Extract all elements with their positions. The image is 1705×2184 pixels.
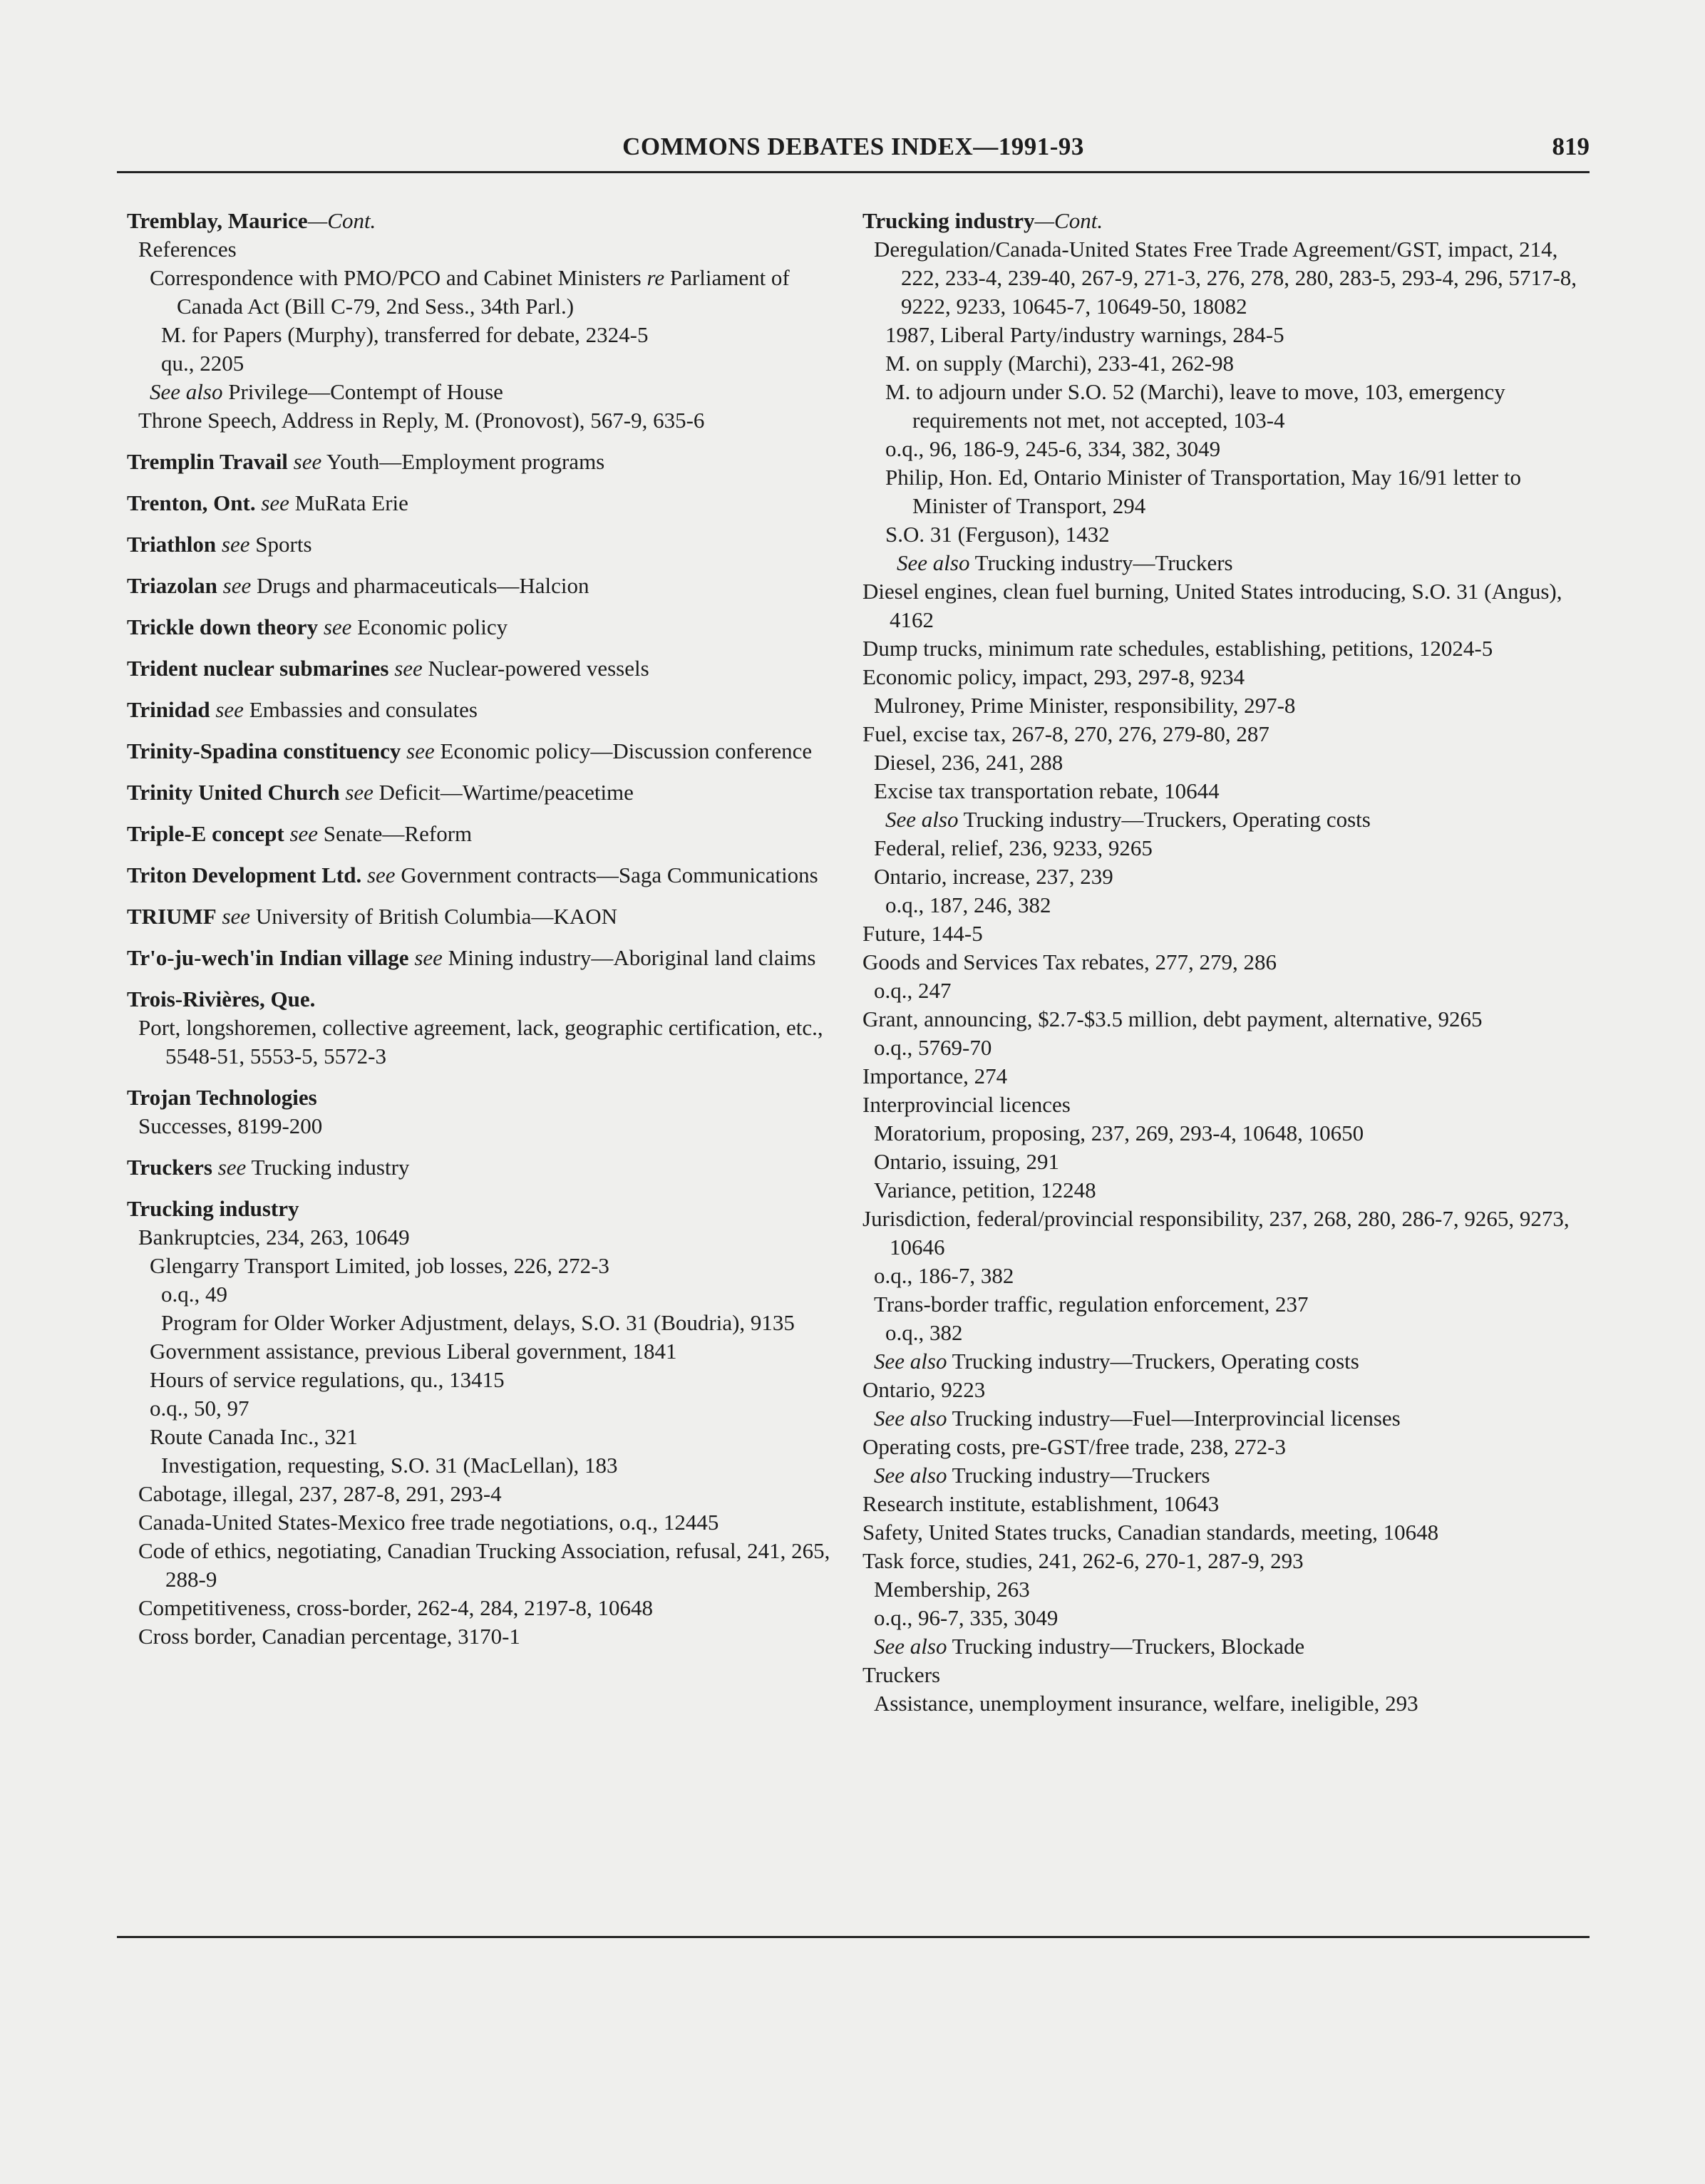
entry-heading: Trident nuclear submarines <box>127 656 389 681</box>
right-column <box>862 207 1582 1718</box>
see-reference: see <box>401 738 435 763</box>
index-entry <box>862 805 1582 834</box>
entry-text: Bankruptcies, 234, 263, 10649 <box>138 1225 410 1250</box>
entry-heading: Triazolan <box>127 573 217 598</box>
index-entry <box>127 1195 833 1223</box>
entry-text: Federal, relief, 236, 9233, 9265 <box>874 835 1153 860</box>
index-entry <box>862 349 1582 378</box>
entry-heading: Triathlon <box>127 532 217 557</box>
entry-text: Fuel, excise tax, 267-8, 270, 276, 279-80, 287 <box>862 721 1269 746</box>
entry-text: Mulroney, Prime Minister, responsibility, 297-8 <box>874 693 1296 718</box>
entry-text: M. for Papers (Murphy), transferred for debate, 2324-5 <box>161 322 649 347</box>
index-entry <box>862 207 1582 235</box>
entry-text: Trucking industry—Truckers <box>947 1463 1210 1488</box>
footer-rule <box>117 1936 1590 1938</box>
entry-text: Government contracts—Saga Communications <box>395 862 818 887</box>
index-entry <box>862 435 1582 463</box>
entry-text: Truckers <box>862 1662 941 1687</box>
entry-text: University of British Columbia—KAON <box>250 904 617 929</box>
index-entry <box>862 1290 1582 1319</box>
entry-text: o.q., 96, 186-9, 245-6, 334, 382, 3049 <box>885 436 1221 461</box>
index-entry <box>127 613 833 642</box>
index-entry <box>127 489 833 517</box>
entry-text: Successes, 8199-200 <box>138 1113 323 1138</box>
index-entry <box>862 777 1582 805</box>
index-entry <box>127 530 833 559</box>
index-entry <box>862 1091 1582 1119</box>
entry-text: Variance, petition, 12248 <box>874 1178 1096 1202</box>
entry-text: Throne Speech, Address in Reply, M. (Pronovost), 567-9, 635-6 <box>138 408 705 433</box>
index-entry <box>862 691 1582 720</box>
index-entry <box>862 520 1582 549</box>
entry-heading: Trois-Rivières, Que. <box>127 987 316 1011</box>
index-entry <box>127 1223 833 1252</box>
entry-heading: Trickle down theory <box>127 614 319 639</box>
entry-heading: Tremplin Travail <box>127 449 288 474</box>
index-entry <box>862 834 1582 862</box>
index-entry <box>862 321 1582 349</box>
entry-text: Excise tax transportation rebate, 10644 <box>874 778 1220 803</box>
entry-text: Philip, Hon. Ed, Ontario Minister of Transportation, May 16/91 letter to Minister of Transport, 294 <box>885 465 1522 518</box>
index-entry <box>862 1376 1582 1404</box>
see-reference: See also <box>885 807 959 832</box>
index-entry <box>127 1508 833 1537</box>
index-entry <box>127 1451 833 1480</box>
see-reference: see <box>284 821 319 846</box>
index-entry <box>862 748 1582 777</box>
entry-text: o.q., 96-7, 335, 3049 <box>874 1605 1058 1630</box>
entry-text: Trans-border traffic, regulation enforcement, 237 <box>874 1292 1309 1317</box>
entry-text: Dump trucks, minimum rate schedules, establishing, petitions, 12024-5 <box>862 636 1493 661</box>
entry-text: Importance, 274 <box>862 1063 1008 1088</box>
entry-text: Jurisdiction, federal/provincial responsibility, 237, 268, 280, 286-7, 9265, 9273, 10646 <box>862 1206 1570 1260</box>
entry-text: Goods and Services Tax rebates, 277, 279, 286 <box>862 949 1277 974</box>
see-reference: See also <box>874 1406 947 1431</box>
entry-text: o.q., 186-7, 382 <box>874 1263 1014 1288</box>
index-entry <box>127 944 833 972</box>
index-entry <box>862 977 1582 1005</box>
entry-heading: Trinidad <box>127 697 210 722</box>
index-entry <box>862 634 1582 663</box>
index-entry <box>127 778 833 807</box>
index-entry <box>862 1689 1582 1718</box>
index-entry <box>862 1176 1582 1205</box>
see-reference: see <box>216 532 250 557</box>
entry-text: o.q., 382 <box>885 1320 963 1345</box>
index-entry <box>862 1461 1582 1490</box>
entry-text: Route Canada Inc., 321 <box>150 1424 358 1449</box>
entry-heading: Trucking industry <box>127 1196 299 1221</box>
index-entry <box>127 1014 833 1071</box>
see-reference: See also <box>874 1634 947 1659</box>
entry-text: Government assistance, previous Liberal government, 1841 <box>150 1339 677 1364</box>
index-entry <box>862 920 1582 948</box>
entry-text: Mining industry—Aboriginal land claims <box>442 945 816 970</box>
entry-text: Trucking industry—Truckers <box>969 550 1233 575</box>
entry-heading: TRIUMF <box>127 904 217 929</box>
index-entry <box>862 862 1582 891</box>
index-entry <box>127 1280 833 1309</box>
header-rule <box>117 171 1590 173</box>
index-entry <box>127 572 833 600</box>
index-entry <box>862 378 1582 435</box>
index-entry <box>862 1262 1582 1290</box>
index-entry <box>862 1148 1582 1176</box>
index-entry <box>862 1034 1582 1062</box>
entry-text: Trucking industry—Truckers, Operating costs <box>958 807 1371 832</box>
see-reference: see <box>217 573 252 598</box>
see-reference: see <box>318 614 352 639</box>
entry-text: Trucking industry—Truckers, Blockade <box>947 1634 1305 1659</box>
entry-text: Glengarry Transport Limited, job losses, 226, 272-3 <box>150 1253 609 1278</box>
entry-text: Task force, studies, 241, 262-6, 270-1, 287-9, 293 <box>862 1548 1304 1573</box>
left-column <box>127 207 833 1651</box>
index-entry <box>127 1083 833 1112</box>
entry-text: Nuclear-powered vessels <box>422 656 649 681</box>
index-entry <box>862 720 1582 748</box>
index-entry <box>127 1394 833 1423</box>
index-entry <box>127 1594 833 1622</box>
index-entry <box>862 577 1582 634</box>
entry-heading: Trinity-Spadina constituency <box>127 738 401 763</box>
entry-text: MuRata Erie <box>289 490 408 515</box>
index-entry <box>862 1347 1582 1376</box>
entry-heading: Triton Development Ltd. <box>127 862 362 887</box>
entry-text: o.q., 50, 97 <box>150 1396 249 1421</box>
entry-text: o.q., 5769-70 <box>874 1035 992 1060</box>
entry-italic: re <box>647 265 665 290</box>
page-number: 819 <box>1552 133 1590 160</box>
entry-text: Operating costs, pre-GST/free trade, 238, 272-3 <box>862 1434 1286 1459</box>
entry-text: Deregulation/Canada-United States Free Trade Agreement/GST, impact, 214, 222, 233-4, 239-40, 267-9, 271-3, 276, 278, 280, 283-5, 293-4, 296, 5717-8, 9222, 9233, 10645-7, 10649-50, 18082 <box>874 237 1577 319</box>
index-entry <box>127 349 833 378</box>
entry-heading: Trojan Technologies <box>127 1085 317 1110</box>
entry-text: Assistance, unemployment insurance, welfare, ineligible, 293 <box>874 1691 1418 1716</box>
entry-heading: Tr'o-ju-wech'in Indian village <box>127 945 409 970</box>
entry-text: Moratorium, proposing, 237, 269, 293-4, 10648, 10650 <box>874 1121 1364 1145</box>
see-reference: See also <box>897 550 970 575</box>
entry-text: Research institute, establishment, 10643 <box>862 1491 1220 1516</box>
index-entry <box>862 1490 1582 1518</box>
see-reference: see <box>361 862 396 887</box>
index-entry <box>862 1119 1582 1148</box>
index-entry <box>127 737 833 766</box>
index-entry <box>127 1366 833 1394</box>
index-entry <box>862 1433 1582 1461</box>
entry-text: Senate—Reform <box>318 821 473 846</box>
entry-text: Economic policy <box>351 614 508 639</box>
entry-text: Privilege—Contempt of House <box>222 379 503 404</box>
index-entry <box>127 696 833 724</box>
entry-text: Deficit—Wartime/peacetime <box>373 780 634 805</box>
index-entry <box>862 891 1582 920</box>
index-entry <box>127 820 833 848</box>
index-entry <box>862 1604 1582 1632</box>
entry-text: Economic policy—Discussion conference <box>434 738 813 763</box>
entry-text: Embassies and consulates <box>243 697 478 722</box>
entry-text: Trucking industry <box>246 1155 410 1180</box>
index-entry <box>862 1518 1582 1547</box>
index-entry <box>862 235 1582 321</box>
entry-text: M. to adjourn under S.O. 52 (Marchi), leave to move, 103, emergency requirements not met, not accepted, 103-4 <box>885 379 1505 433</box>
entry-text: o.q., 49 <box>161 1282 227 1307</box>
entry-text: 1987, Liberal Party/industry warnings, 284-5 <box>885 322 1284 347</box>
entry-heading: Tremblay, Maurice <box>127 208 308 233</box>
index-entry <box>862 1205 1582 1262</box>
entry-text: Ontario, issuing, 291 <box>874 1149 1060 1174</box>
index-entry <box>127 1537 833 1594</box>
index-entry <box>127 321 833 349</box>
entry-text: Program for Older Worker Adjustment, delays, S.O. 31 (Boudria), 9135 <box>161 1310 795 1335</box>
index-entry <box>127 448 833 476</box>
index-entry <box>862 463 1582 520</box>
entry-text: Trucking industry—Fuel—Interprovincial licenses <box>947 1406 1401 1431</box>
index-entry <box>862 948 1582 977</box>
entry-text: Port, longshoremen, collective agreement, lack, geographic certification, etc., 5548-51, 5553-5, 5572-3 <box>138 1015 823 1068</box>
entry-text: Sports <box>249 532 312 557</box>
index-entry <box>862 1062 1582 1091</box>
see-reference: see <box>408 945 443 970</box>
see-reference: See also <box>874 1463 947 1488</box>
index-entry <box>862 1005 1582 1034</box>
index-entry <box>127 1309 833 1337</box>
entry-text: Safety, United States trucks, Canadian standards, meeting, 10648 <box>862 1520 1439 1545</box>
continued-marker: —Cont. <box>1034 208 1103 233</box>
index-entry <box>127 1337 833 1366</box>
continued-marker: —Cont. <box>307 208 376 233</box>
index-entry <box>862 1404 1582 1433</box>
index-entry <box>127 1252 833 1280</box>
entry-text: Future, 144-5 <box>862 921 983 946</box>
entry-text: Economic policy, impact, 293, 297-8, 9234 <box>862 664 1245 689</box>
index-entry <box>127 1423 833 1451</box>
index-entry <box>127 902 833 931</box>
see-reference: See also <box>150 379 223 404</box>
entry-text: Cross border, Canadian percentage, 3170-1 <box>138 1624 520 1649</box>
entry-text: Competitiveness, cross-border, 262-4, 284, 2197-8, 10648 <box>138 1595 653 1620</box>
index-entry <box>127 1153 833 1182</box>
index-entry <box>862 1547 1582 1575</box>
entry-text: Youth—Employment programs <box>321 449 605 474</box>
index-entry <box>862 1575 1582 1604</box>
entry-text: Membership, 263 <box>874 1577 1030 1602</box>
index-entry <box>862 663 1582 691</box>
index-entry <box>862 1319 1582 1347</box>
entry-text: Diesel, 236, 241, 288 <box>874 750 1063 775</box>
index-entry <box>127 1622 833 1651</box>
see-reference: see <box>210 697 244 722</box>
entry-text: Drugs and pharmaceuticals—Halcion <box>251 573 589 598</box>
entry-text: Hours of service regulations, qu., 13415 <box>150 1367 505 1392</box>
index-entry <box>127 1480 833 1508</box>
index-entry <box>862 1632 1582 1661</box>
entry-text: Ontario, 9223 <box>862 1377 986 1402</box>
see-reference: see <box>216 904 251 929</box>
entry-heading: Truckers <box>127 1155 212 1180</box>
entry-text: Canada-United States-Mexico free trade negotiations, o.q., 12445 <box>138 1510 719 1535</box>
entry-text: o.q., 187, 246, 382 <box>885 892 1051 917</box>
entry-text: Code of ethics, negotiating, Canadian Trucking Association, refusal, 241, 265, 288-9 <box>138 1538 830 1592</box>
entry-text: References <box>138 237 237 262</box>
page-header <box>117 133 1590 175</box>
see-reference: see <box>212 1155 247 1180</box>
index-entry <box>862 1661 1582 1689</box>
entry-text: Diesel engines, clean fuel burning, United States introducing, S.O. 31 (Angus), 4162 <box>862 579 1562 632</box>
entry-text: o.q., 247 <box>874 978 952 1003</box>
index-entry <box>127 1112 833 1140</box>
index-entry <box>127 378 833 406</box>
index-entry <box>127 207 833 235</box>
index-entry <box>127 654 833 683</box>
entry-heading: Trinity United Church <box>127 780 340 805</box>
entry-text: Grant, announcing, $2.7-$3.5 million, debt payment, alternative, 9265 <box>862 1006 1483 1031</box>
entry-text: Trucking industry—Truckers, Operating costs <box>947 1349 1359 1374</box>
entry-text: Ontario, increase, 237, 239 <box>874 864 1113 889</box>
see-reference: see <box>388 656 423 681</box>
entry-text: qu., 2205 <box>161 351 244 376</box>
entry-text: M. on supply (Marchi), 233-41, 262-98 <box>885 351 1235 376</box>
entry-text: Parliament of Canada Act (Bill C-79, 2nd Sess., 34th Parl.) <box>177 265 790 319</box>
entry-heading: Triple-E concept <box>127 821 284 846</box>
index-entry <box>127 264 833 321</box>
entry-text: S.O. 31 (Ferguson), 1432 <box>885 522 1110 547</box>
index-entry <box>127 985 833 1014</box>
entry-heading: Trucking industry <box>862 208 1035 233</box>
entry-heading: Trenton, Ont. <box>127 490 256 515</box>
header-title: COMMONS DEBATES INDEX—1991-93 <box>622 133 1084 160</box>
entry-text: Correspondence with PMO/PCO and Cabinet Ministers <box>150 265 647 290</box>
index-entry <box>127 406 833 435</box>
see-reference: see <box>287 449 322 474</box>
see-reference: see <box>255 490 289 515</box>
index-entry <box>862 549 1582 577</box>
index-entry <box>127 861 833 890</box>
see-reference: see <box>339 780 374 805</box>
index-entry <box>127 235 833 264</box>
entry-text: Cabotage, illegal, 237, 287-8, 291, 293-4 <box>138 1481 502 1506</box>
entry-text: Interprovincial licences <box>862 1092 1071 1117</box>
see-reference: See also <box>874 1349 947 1374</box>
entry-text: Investigation, requesting, S.O. 31 (MacLellan), 183 <box>161 1453 618 1478</box>
